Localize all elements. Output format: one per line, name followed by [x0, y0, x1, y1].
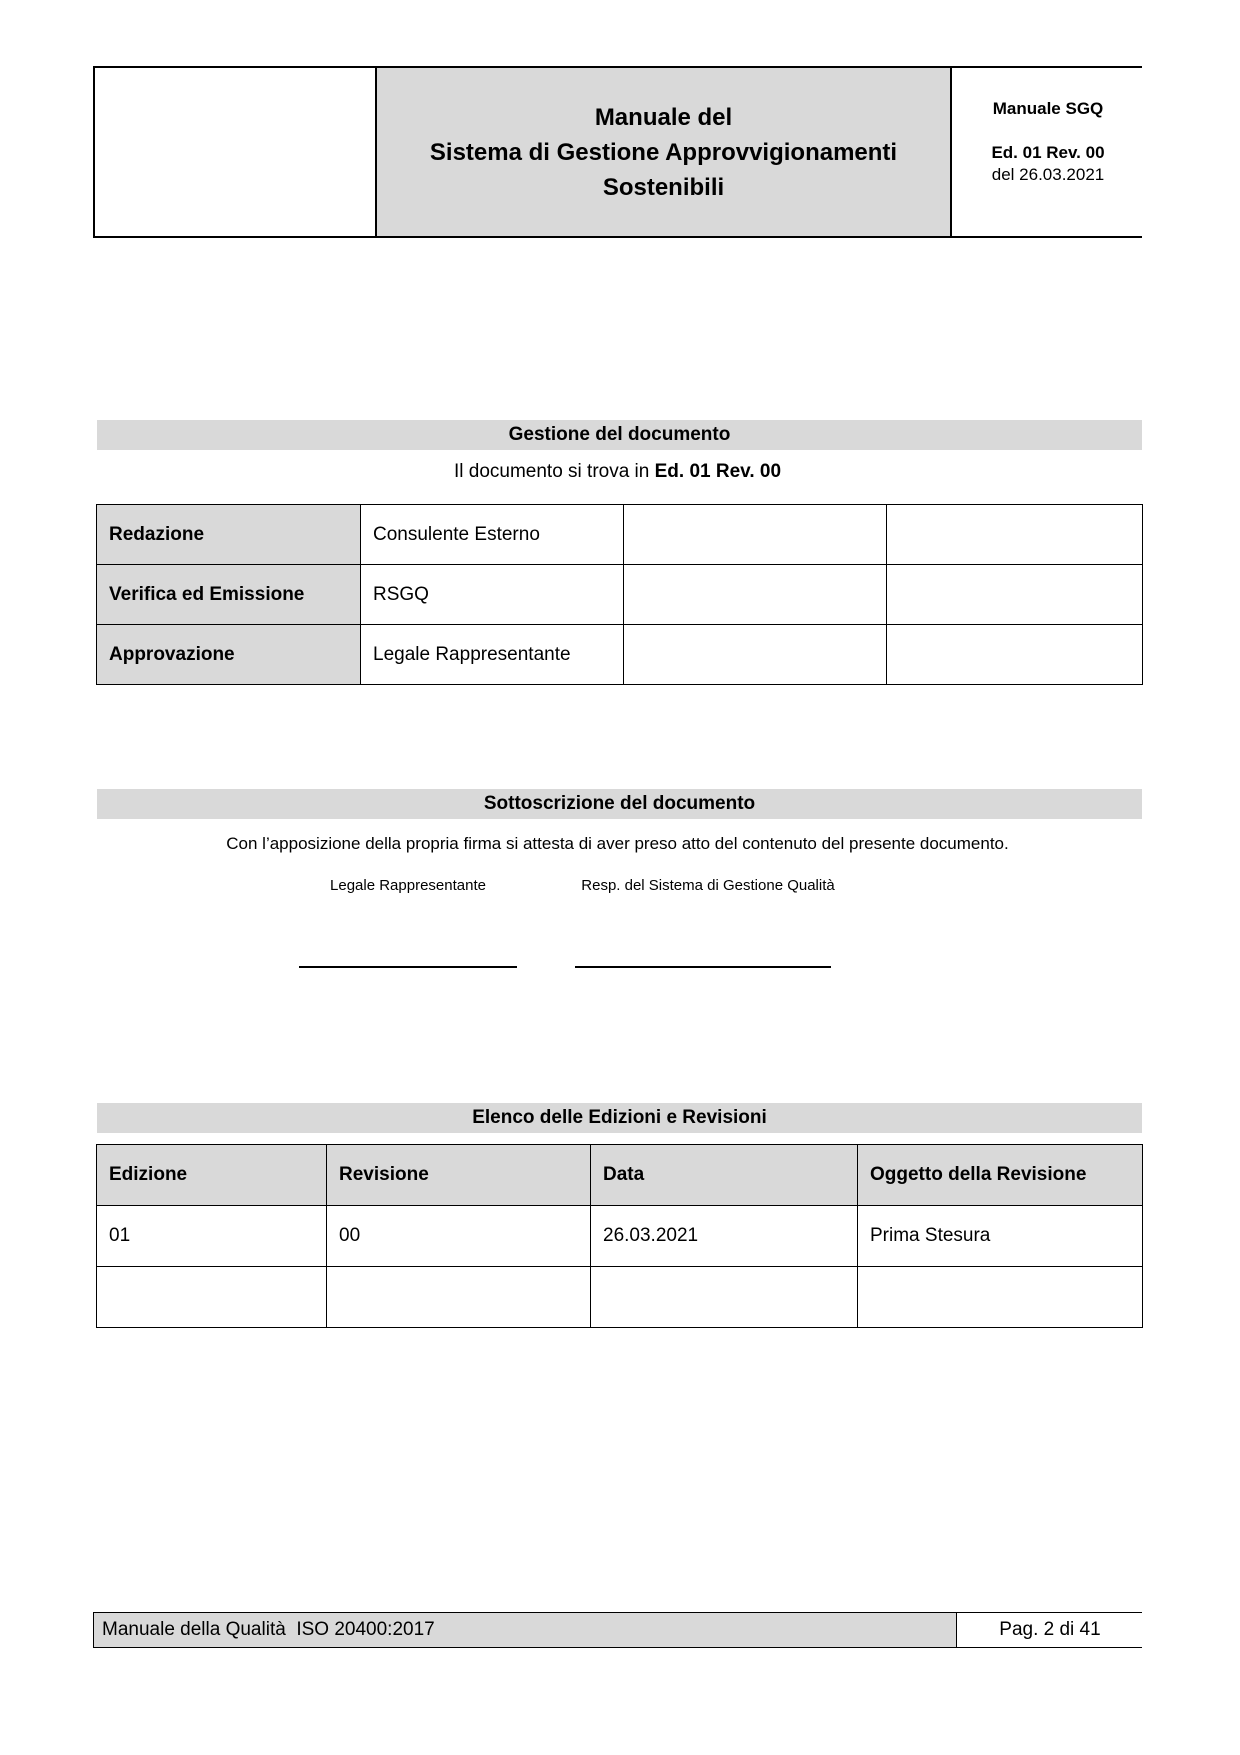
title-line-3: Sostenibili — [602, 173, 725, 201]
signature-statement: Con l’apposizione della propria firma si attesta di aver preso atto del contenuto del presente documento. — [226, 834, 1009, 853]
signer-label-legale-rappresentante: Legale Rappresentante — [330, 877, 486, 894]
signature-line-left — [299, 952, 517, 968]
table-row — [97, 505, 1143, 565]
approval-role-value: Legale Rappresentante — [361, 625, 624, 685]
title-line-2: Sistema di Gestione Approvvigionamenti — [429, 138, 898, 166]
approval-table — [96, 504, 1143, 685]
footer-page-number: Pag. 2 di 41 — [957, 1613, 1143, 1647]
footer-document-name: Manuale della Qualità ISO 20400:2017 — [94, 1613, 957, 1647]
table-row — [97, 625, 1143, 685]
document-title — [377, 68, 952, 236]
title-line-1: Manuale del — [594, 103, 733, 131]
table-cell-empty — [858, 1267, 1143, 1328]
approval-role-label: Approvazione — [97, 625, 361, 685]
edition-statement-prefix: Il documento si trova in — [453, 461, 655, 482]
column-header-edizione: Edizione — [97, 1145, 327, 1206]
approval-role-label: Verifica ed Emissione — [97, 565, 361, 625]
document-header-table — [93, 66, 1142, 238]
table-row — [97, 1206, 1143, 1267]
column-header-oggetto: Oggetto della Revisione — [858, 1145, 1143, 1206]
table-header-row — [97, 1145, 1143, 1206]
table-cell-empty — [887, 565, 1143, 625]
section-banner-elenco: Elenco delle Edizioni e Revisioni — [97, 1103, 1142, 1133]
column-header-revisione: Revisione — [327, 1145, 591, 1206]
table-cell-empty — [624, 565, 887, 625]
column-header-data: Data — [591, 1145, 858, 1206]
table-cell-empty — [591, 1267, 858, 1328]
page-footer — [93, 1612, 1142, 1648]
table-row — [97, 565, 1143, 625]
logo-placeholder-cell — [95, 68, 377, 236]
document-date: del 26.03.2021 — [991, 165, 1105, 184]
revision-data: 26.03.2021 — [591, 1206, 858, 1267]
document-edition: Ed. 01 Rev. 00 — [991, 143, 1105, 162]
document-code: Manuale SGQ — [992, 99, 1104, 118]
approval-role-label: Redazione — [97, 505, 361, 565]
table-cell-empty — [887, 505, 1143, 565]
revisions-table — [96, 1144, 1143, 1328]
table-row — [97, 1267, 1143, 1328]
section-banner-gestione: Gestione del documento — [97, 420, 1142, 450]
revision-edizione: 01 — [97, 1206, 327, 1267]
revision-revisione: 00 — [327, 1206, 591, 1267]
section-banner-sottoscrizione: Sottoscrizione del documento — [97, 789, 1142, 819]
approval-role-value: Consulente Esterno — [361, 505, 624, 565]
signature-line-right — [575, 952, 831, 968]
table-cell-empty — [624, 625, 887, 685]
signer-label-rsgq: Resp. del Sistema di Gestione Qualità — [581, 877, 835, 894]
revision-oggetto: Prima Stesura — [858, 1206, 1143, 1267]
table-cell-empty — [887, 625, 1143, 685]
edition-statement-value: Ed. 01 Rev. 00 — [654, 461, 782, 482]
edition-statement — [93, 461, 1142, 483]
table-cell-empty — [624, 505, 887, 565]
approval-role-value: RSGQ — [361, 565, 624, 625]
table-cell-empty — [97, 1267, 327, 1328]
table-cell-empty — [327, 1267, 591, 1328]
document-meta-cell — [952, 68, 1144, 236]
